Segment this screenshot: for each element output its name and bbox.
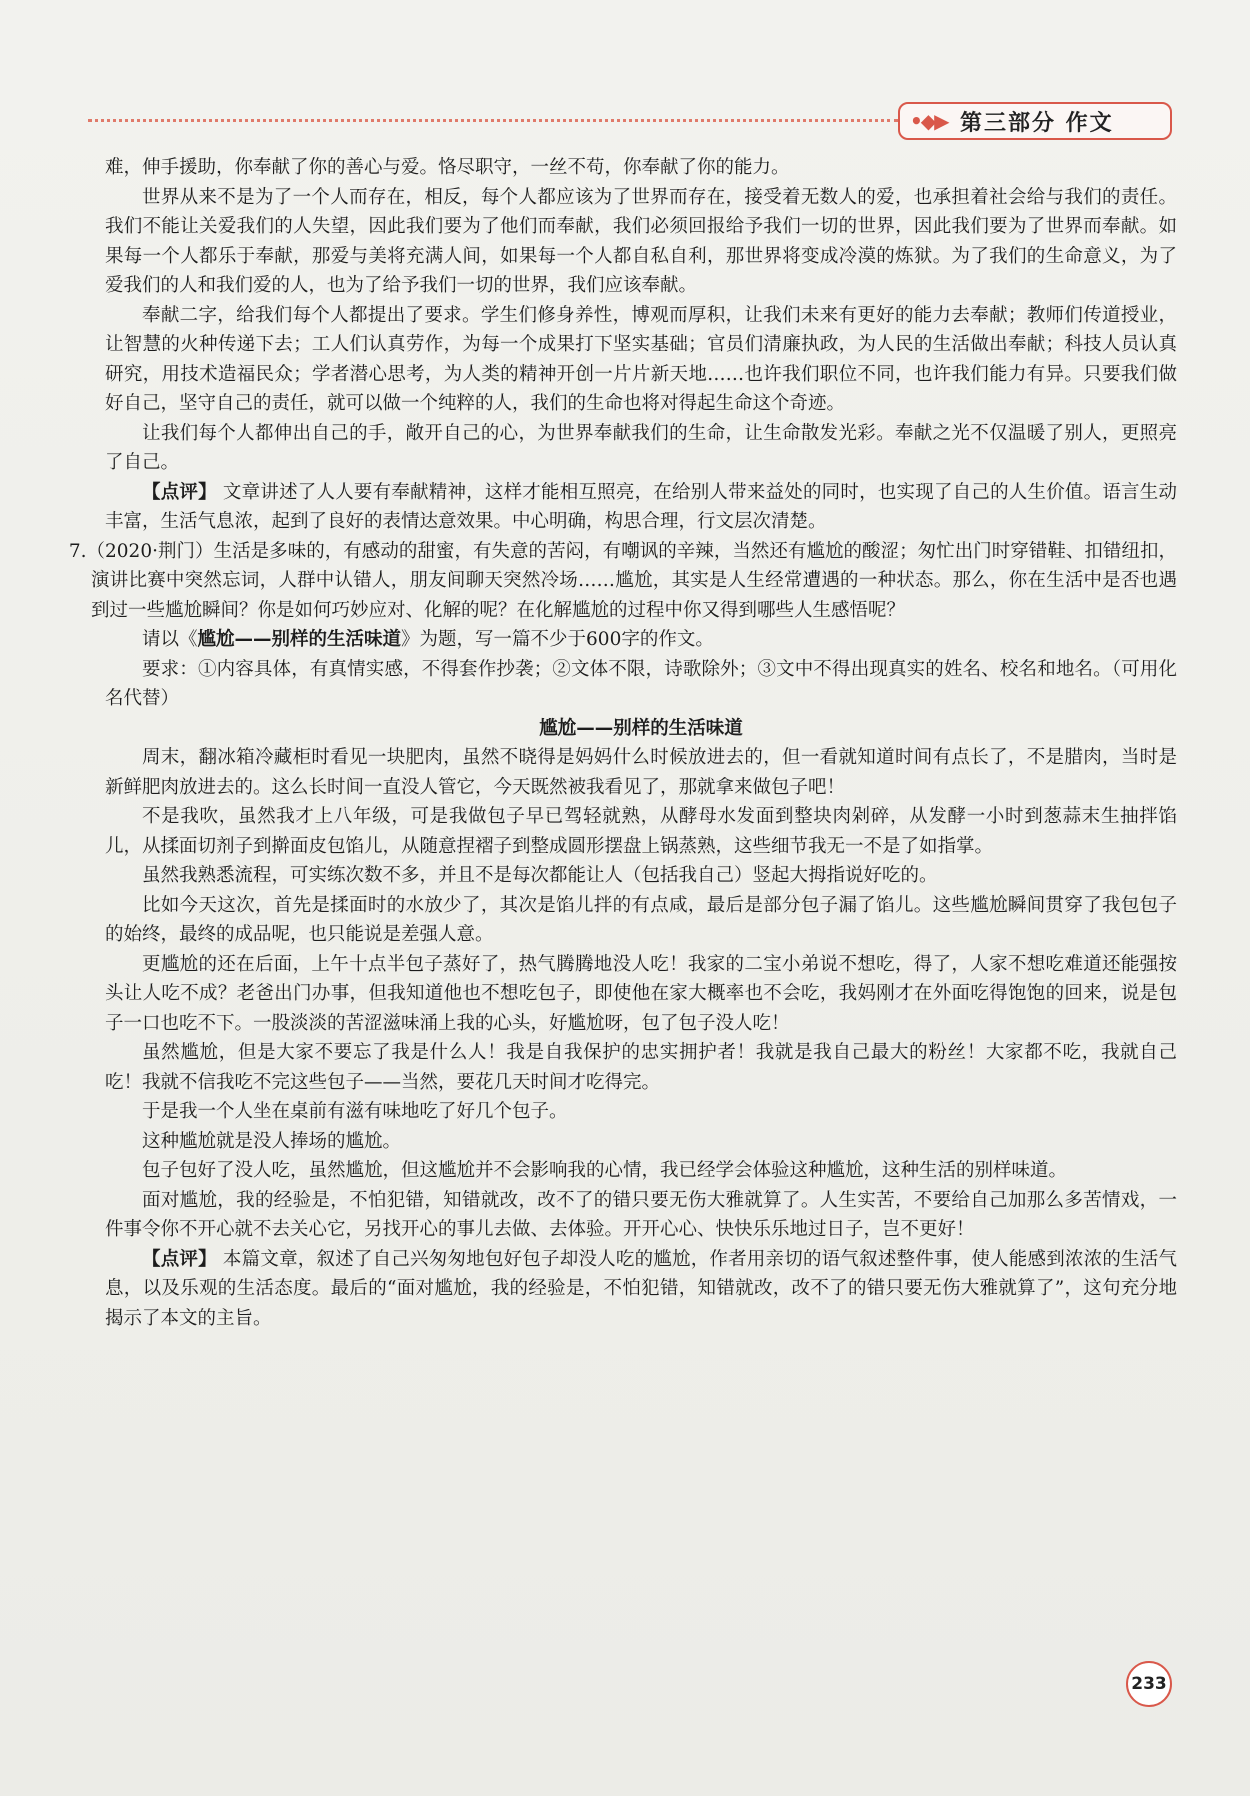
prompt-suffix: 》为题，写一篇不少于600字的作文。 <box>401 629 714 650</box>
essay-paragraph: 更尴尬的还在后面，上午十点半包子蒸好了，热气腾腾地没人吃！我家的二宝小弟说不想吃，得了，人家不想吃难道还能强按头让人吃不成？老爸出门办事，但我知道他也不想吃包子，即使他在家大概率也不会吃，我妈刚才在外面吃得饱饱的回来，说是包子一口也吃不下。一股淡淡的苦涩滋味涌上我的心头，好尴尬呀，包了包子没人吃！ <box>105 953 1177 1034</box>
section-tab <box>898 102 1172 140</box>
essay-title: 尴尬——别样的生活味道 <box>539 717 743 739</box>
essay-paragraph: 包子包好了没人吃，虽然尴尬，但这尴尬并不会影响我的心情，我已经学会体验这种尴尬，这种生活的别样味道。 <box>142 1160 1068 1181</box>
essay-paragraph: 比如今天这次，首先是揉面时的水放少了，其次是馅儿拌的有点咸，最后是部分包子漏了馅儿。这些尴尬瞬间贯穿了我包包子的始终，最终的成品呢，也只能说是差强人意。 <box>105 894 1177 945</box>
section-title: 第三部分 作文 <box>960 110 1114 136</box>
paragraph: 奉献二字，给我们每个人都提出了要求。学生们修身养性，博观而厚积，让我们未来有更好的能力去奉献；教师们传道授业，让智慧的火种传递下去；工人们认真劳作，为每一个成果打下坚实基础；官员们清廉执政，为人民的生活做出奉献；科技人员认真研究，用技术造福民众；学者潜心思考，为人类的精神开创一片片新天地……也许我们职位不同，也许我们能力有异。只要我们做好自己，坚守自己的责任，就可以做一个纯粹的人，我们的生命也将对得起生命这个奇迹。 <box>105 304 1177 414</box>
prompt-prefix: 请以《 <box>142 629 198 650</box>
essay-paragraph: 不是我吹，虽然我才上八年级，可是我做包子早已驾轻就熟，从酵母水发面到整块肉剁碎，从发酵一小时到葱蒜末生抽拌馅儿，从揉面切剂子到擀面皮包馅儿，从随意捏褶子到整成圆形摆盘上锅蒸熟，这些细节我无一不是了如指掌。 <box>105 806 1177 857</box>
essay-paragraph: 虽然尴尬，但是大家不要忘了我是什么人！我是自我保护的忠实拥护者！我就是我自己最大的粉丝！大家都不吃，我就自己吃！我就不信我吃不完这些包子——当然，要花几天时间才吃得完。 <box>105 1042 1177 1093</box>
page-content <box>68 153 1177 1333</box>
essay-paragraph: 这种尴尬就是没人捧场的尴尬。 <box>142 1130 402 1152</box>
page-number: 233 <box>1126 1661 1172 1707</box>
paragraph: 难，伸手援助，你奉献了你的善心与爱。恪尽职守，一丝不苟，你奉献了你的能力。 <box>105 157 790 178</box>
comment-tag: 【点评】 <box>142 481 217 503</box>
question-prompt <box>105 625 1177 655</box>
essay-paragraph: 周末，翻冰箱冷藏柜时看见一块肥肉，虽然不晓得是妈妈什么时候放进去的，但一看就知道时间有点长了，不是腊肉，当时是新鲜肥肉放进去的。这么长时间一直没人管它，今天既然被我看见了，那就拿来做包子吧！ <box>105 747 1177 798</box>
comment-block <box>105 478 1177 537</box>
comment-text: 本篇文章，叙述了自己兴匆匆地包好包子却没人吃的尴尬，作者用亲切的语气叙述整件事，使人能感到浓浓的生活气息，以及乐观的生活态度。最后的“面对尴尬，我的经验是，不怕犯错，知错就改，改不了的错只要无伤大雅就算了”，这句充分地揭示了本文的主旨。 <box>105 1248 1177 1329</box>
essay-paragraph: 面对尴尬，我的经验是，不怕犯错，知错就改，改不了的错只要无伤大雅就算了。人生实苦，不要给自己加那么多苦情戏，一件事令你不开心就不去关心它，另找开心的事儿去做、去体验。开开心心、快快乐乐地过日子，岂不更好！ <box>105 1189 1177 1240</box>
comment-block <box>105 1245 1177 1334</box>
comment-tag: 【点评】 <box>142 1248 217 1270</box>
page-header <box>88 100 1173 140</box>
prompt-topic: 尴尬——别样的生活味道 <box>197 629 402 650</box>
comment-text: 文章讲述了人人要有奉献精神，这样才能相互照亮，在给别人带来益处的同时，也实现了自己的人生价值。语言生动丰富，生活气息浓，起到了良好的表情达意效果。中心明确，构思合理，行文层次清楚。 <box>105 481 1177 532</box>
header-dotted-rule <box>88 119 898 122</box>
essay-paragraph: 于是我一个人坐在桌前有滋有味地吃了好几个包子。 <box>142 1101 568 1122</box>
essay-paragraph: 虽然我熟悉流程，可实练次数不多，并且不是每次都能让人（包括我自己）竖起大拇指说好吃的。 <box>142 865 938 886</box>
paragraph: 世界从来不是为了一个人而存在，相反，每个人都应该为了世界而存在，接受着无数人的爱，也承担着社会给与我们的责任。我们不能让关爱我们的人失望，因此我们要为了他们而奉献，我们必须回报给予我们一切的世界，因此我们要为了世界而奉献。如果每一个人都乐于奉献，那爱与美将充满人间，如果每一个人都自私自利，那世界将变成冷漠的炼狱。为了我们的生命意义，为了爱我们的人和我们爱的人，也为了给予我们一切的世界，我们应该奉献。 <box>105 186 1177 296</box>
question-text: 7.（2020·荆门）生活是多味的，有感动的甜蜜，有失意的苦闷，有嘲讽的辛辣，当然还有尴尬的酸涩；匆忙出门时穿错鞋、扣错纽扣，演讲比赛中突然忘词，人群中认错人，朋友间聊天突然冷场……尴尬，其实是人生经常遭遇的一种状态。那么，你在生活中是否也遇到过一些尴尬瞬间？你是如何巧妙应对、化解的呢？在化解尴尬的过程中你又得到哪些人生感悟呢？ <box>68 540 1177 621</box>
paragraph: 让我们每个人都伸出自己的手，敞开自己的心，为世界奉献我们的生命，让生命散发光彩。奉献之光不仅温暖了别人，更照亮了自己。 <box>105 422 1177 473</box>
question-requirements: 要求：①内容具体，有真情实感，不得套作抄袭；②文体不限，诗歌除外；③文中不得出现真实的姓名、校名和地名。（可用化名代替） <box>105 658 1177 709</box>
arrow-icon: •◆▶ <box>910 109 948 133</box>
